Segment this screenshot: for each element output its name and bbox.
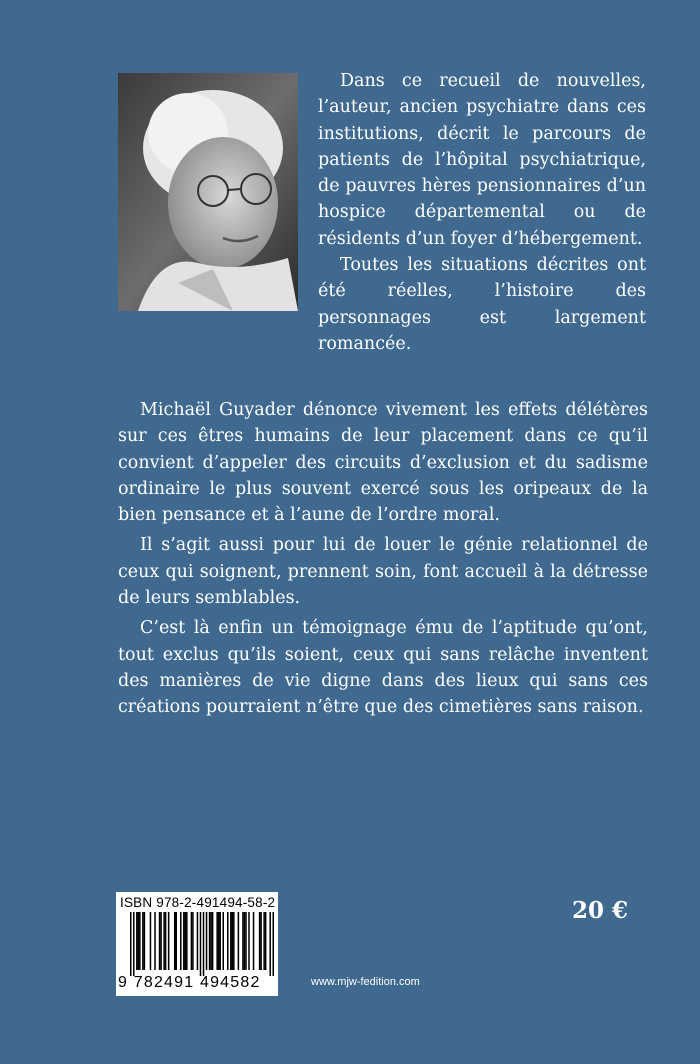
body-text (118, 397, 648, 721)
barcode-bar (259, 912, 261, 970)
barcode-bar (174, 912, 176, 970)
barcode-bar (227, 912, 229, 970)
barcode-bar (185, 912, 187, 970)
barcode-bar (253, 912, 255, 970)
ean-digits: 9 782491 494582 (118, 974, 261, 991)
barcode-bar (216, 912, 218, 970)
barcode-bar (238, 912, 240, 970)
barcode-bar (244, 912, 246, 970)
barcode-bar (265, 912, 267, 970)
intro-text (318, 68, 646, 357)
isbn-label: ISBN 978-2-491494-58-2 (120, 895, 276, 910)
barcode-bar (144, 912, 146, 970)
barcode-bar (212, 912, 214, 970)
barcode-bar (163, 912, 165, 970)
barcode-bars (130, 912, 274, 976)
barcode-bar (272, 912, 274, 976)
barcode-bar (232, 912, 234, 970)
intro-paragraph: Toutes les situations décrites ont été réelles, l’histoire des personnages est largement romancée. (318, 255, 646, 354)
barcode-bar (138, 912, 140, 970)
price: 20 € (572, 897, 629, 924)
barcode-bar (233, 912, 235, 970)
barcode-bar (230, 912, 232, 970)
barcode-bar (186, 912, 188, 970)
barcode-bar (222, 912, 224, 970)
barcode-bar (183, 912, 185, 970)
barcode-bar (165, 912, 167, 970)
barcode-bar (154, 912, 156, 970)
barcode-bar (203, 912, 205, 976)
barcode-bar (142, 912, 144, 970)
barcode-bar (248, 912, 250, 970)
barcode-bar (219, 912, 221, 970)
intro-paragraph: Dans ce recueil de nouvelles, l’auteur, ancien psychiatre dans ces institutions, décrit le parcours de patients de l’hôpital psychiatrique, de pauvres hères pensionnaires d’un hospice départemental ou de résidents d’un foyer d’hébergement. (318, 71, 646, 249)
barcode-bar (150, 912, 152, 970)
body-paragraph: Michaël Guyader dénonce vivement les effets délétères sur ces êtres humains de leur placement dans ce qu’il convient d’appeler des circuits d’exclusion et du sadisme ordinaire le plus souvent exercé sous les oripeaux de la bien pensance et à l’aune de l’ordre moral. (118, 400, 648, 526)
barcode-bar (242, 912, 244, 970)
barcode-bar (206, 912, 208, 970)
barcode-bar (209, 912, 211, 970)
body-paragraph: C’est là enfin un témoignage ému de l’aptitude qu’ont, tout exclus qu’ils soient, ceux qui sans relâche inventent des manières de vie digne dans des lieux qui sans ces créations pourraient n’être que des cimetières sans raison. (118, 618, 648, 718)
publisher-website: www.mjw-fedition.com (311, 976, 420, 988)
barcode-bar (159, 912, 161, 970)
barcode-bar (130, 912, 132, 976)
body-paragraph: Il s’agit aussi pour lui de louer le génie relationnel de ceux qui soignent, prennent soin, font accueil à la détresse de leurs semblables. (118, 535, 648, 609)
barcode-bar (260, 912, 262, 970)
barcode-bar (168, 912, 170, 970)
barcode-bar (218, 912, 220, 970)
barcode-bar (136, 912, 138, 970)
barcode-bar (192, 912, 194, 970)
barcode-bar (160, 912, 162, 970)
barcode-bar (245, 912, 247, 970)
author-portrait-image (118, 73, 298, 311)
barcode-bar (175, 912, 177, 970)
isbn-barcode (116, 892, 278, 996)
barcode-bar (133, 912, 135, 976)
author-photo (118, 73, 298, 311)
barcode-bar (269, 912, 271, 976)
barcode-bar (191, 912, 193, 970)
barcode-bar (210, 912, 212, 970)
barcode-bar (139, 912, 141, 970)
barcode-bar (263, 912, 265, 970)
barcode-bar (180, 912, 182, 970)
barcode-bar (200, 912, 202, 976)
barcode-bar (197, 912, 199, 970)
